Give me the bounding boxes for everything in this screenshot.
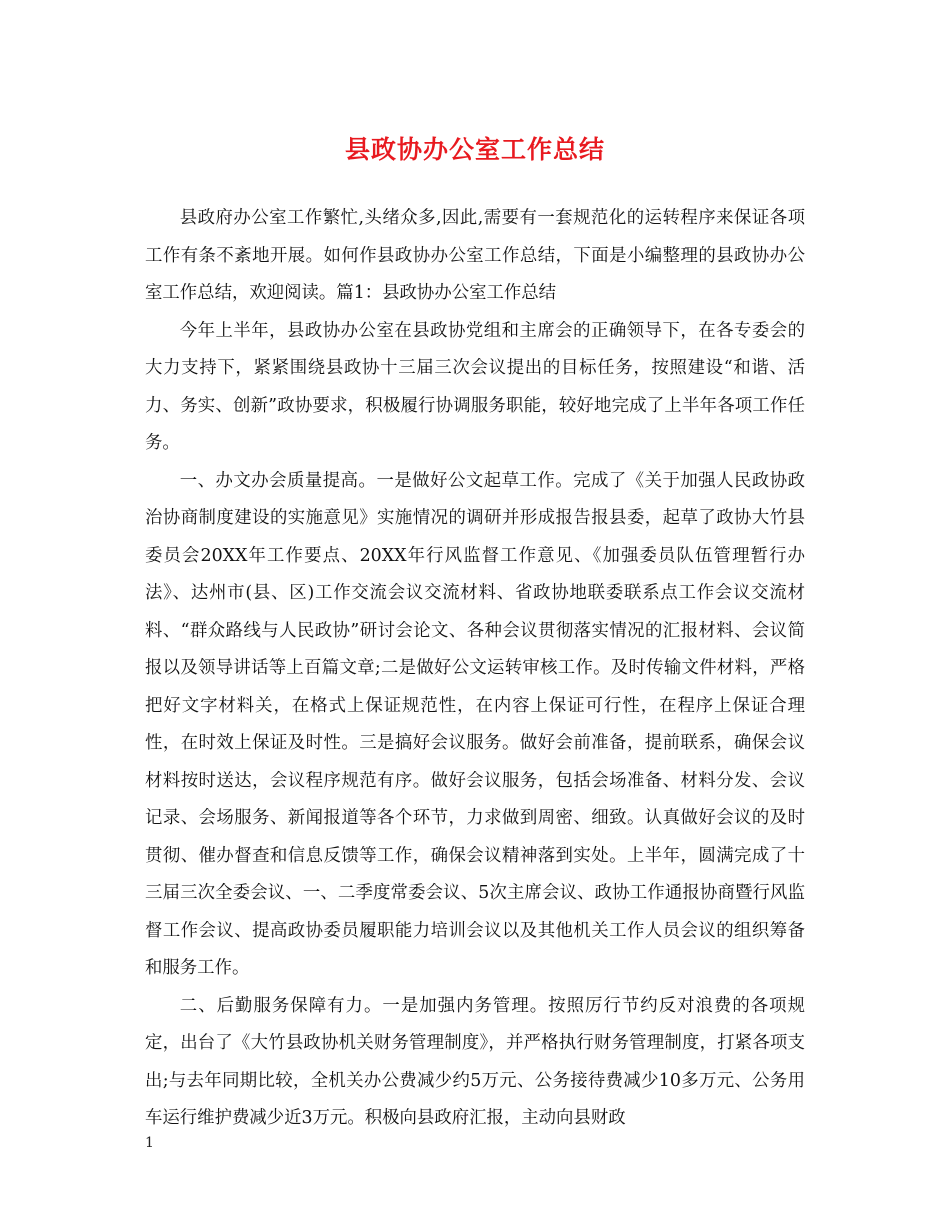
document-title: 县政协办公室工作总结 — [344, 135, 605, 164]
paragraph-section-two: 二、后勤服务保障有力。一是加强内务管理。按照厉行节约反对浪费的各项规定，出台了《大竹县政协机关财务管理制度》，并严格执行财务管理制度，打紧各项支出;与去年同期比较，全机关办公费减少约5万元、公务接待费减少10多万元、公务用车运行维护费减少近3万元。积极向县政府汇报，主动向县财政 — [145, 995, 805, 1128]
paragraph-section-one: 一、办文办会质量提高。一是做好公文起草工作。完成了《关于加强人民政协政治协商制度建设的实施意见》实施情况的调研并形成报告报县委，起草了政协大竹县委员会20XX年工作要点、20XX年行风监督工作意见、《加强委员队伍管理暂行办法》、达州市(县、区)工作交流会议交流材料、省政协地联委联系点工作会议交流材料、“群众路线与人民政协”研讨会论文、各种会议贯彻落实情况的汇报材料、会议简报以及领导讲话等上百篇文章;二是做好公文运转审核工作。及时传输文件材料，严格把好文字材料关，在格式上保证规范性，在内容上保证可行性，在程序上保证合理性，在时效上保证及时性。三是搞好会议服务。做好会前准备，提前联系，确保会议材料按时送达，会议程序规范有序。做好会议服务，包括会场准备、材料分发、会议记录、会场服务、新闻报道等各个环节，力求做到周密、细致。认真做好会议的及时贯彻、催办督查和信息反馈等工作，确保会议精神落到实处。上半年，圆满完成了十三届三次全委会议、一、二季度常委会议、5次主席会议、政协工作通报协商暨行风监督工作会议、提高政协委员履职能力培训会议以及其他机关工作人员会议的组织筹备和服务工作。 — [145, 470, 805, 978]
paragraph-overview: 今年上半年，县政协办公室在县政协党组和主席会的正确领导下，在各专委会的大力支持下，紧紧围绕县政协十三届三次会议提出的目标任务，按照建设“和谐、活力、务实、创新”政协要求，积极履行协调服务职能，较好地完成了上半年各项工作任务。 — [145, 320, 805, 453]
page-number: 1 — [145, 1135, 154, 1151]
document-body — [145, 200, 805, 1138]
paragraph-intro: 县政府办公室工作繁忙,头绪众多,因此,需要有一套规范化的运转程序来保证各项工作有条不紊地开展。如何作县政协办公室工作总结，下面是小编整理的县政协办公室工作总结，欢迎阅读。篇1：县政协办公室工作总结 — [145, 208, 805, 303]
